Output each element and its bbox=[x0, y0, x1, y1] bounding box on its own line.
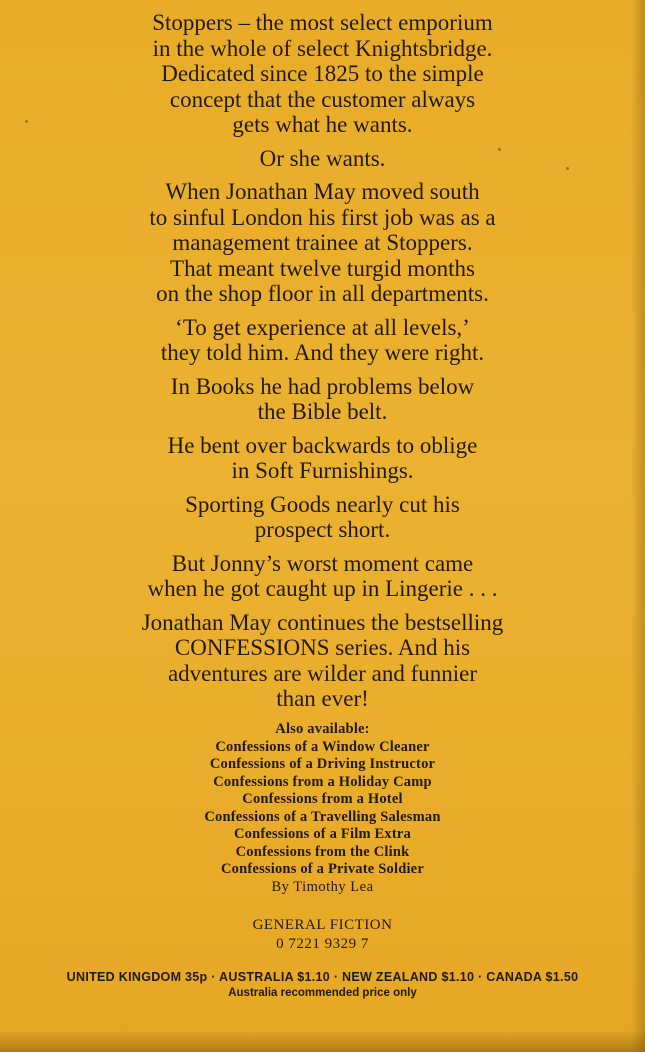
blurb-text bbox=[0, 10, 645, 720]
blurb-line: concept that the customer always bbox=[169, 86, 476, 112]
blurb-paragraph bbox=[0, 551, 645, 602]
blurb-line: Stoppers – the most select emporium bbox=[152, 10, 493, 35]
blurb-line: In Books he had problems below bbox=[170, 373, 475, 399]
also-available-title: Confessions of a Driving Instructor bbox=[209, 756, 436, 772]
blurb-paragraph bbox=[0, 10, 645, 138]
price-list: UNITED KINGDOM 35p · AUSTRALIA $1.10 · NEW ZEALAND $1.10 · CANADA $1.50 bbox=[66, 970, 579, 984]
blurb-line: they told him. And they were right. bbox=[160, 340, 485, 365]
blurb-line: ‘To get experience at all levels,’ bbox=[175, 314, 470, 340]
blurb-line: That meant twelve turgid months bbox=[170, 255, 475, 281]
blurb-line: to sinful London his first job was as a bbox=[149, 204, 496, 230]
blurb-paragraph bbox=[0, 610, 645, 712]
cover-edge-shadow-bottom bbox=[0, 1030, 645, 1052]
blurb-line: management trainee at Stoppers. bbox=[172, 230, 473, 255]
also-available-heading: Also available: bbox=[275, 721, 370, 737]
blurb-line: Sporting Goods nearly cut his bbox=[185, 491, 460, 517]
also-available-title: Confessions of a Private Soldier bbox=[221, 861, 424, 877]
blurb-line: But Jonny’s worst moment came bbox=[171, 550, 474, 576]
blurb-line: in Soft Furnishings. bbox=[231, 458, 414, 483]
blurb-paragraph bbox=[0, 315, 645, 366]
price-note: Australia recommended price only bbox=[228, 987, 417, 999]
blurb-line: the Bible belt. bbox=[257, 399, 388, 424]
blurb-paragraph bbox=[0, 179, 645, 307]
blurb-line: Jonathan May continues the bestselling bbox=[141, 609, 504, 635]
blurb-line: than ever! bbox=[276, 686, 369, 711]
blurb-line: in the whole of select Knightsbridge. bbox=[152, 35, 493, 61]
also-available-title: Confessions of a Window Cleaner bbox=[215, 738, 430, 755]
blurb-line: He bent over backwards to oblige bbox=[167, 432, 478, 458]
blurb-paragraph bbox=[0, 146, 645, 172]
publishing-info bbox=[0, 916, 645, 954]
also-available-list bbox=[0, 721, 645, 896]
series-author: By Timothy Lea bbox=[271, 878, 374, 895]
isbn-number: 0 7221 9329 7 bbox=[276, 936, 369, 952]
also-available-title: Confessions from the Clink bbox=[235, 843, 410, 860]
blurb-line: When Jonathan May moved south bbox=[165, 179, 480, 204]
also-available-title: Confessions of a Travelling Salesman bbox=[204, 808, 441, 825]
blurb-paragraph bbox=[0, 492, 645, 543]
blurb-line: CONFESSIONS series. And his bbox=[174, 635, 471, 660]
blurb-paragraph bbox=[0, 374, 645, 425]
blurb-line: gets what he wants. bbox=[232, 112, 413, 137]
also-available-title: Confessions from a Hotel bbox=[242, 791, 403, 807]
blurb-line: on the shop floor in all departments. bbox=[156, 281, 489, 306]
blurb-line: when he got caught up in Lingerie . . . bbox=[147, 576, 498, 601]
also-available-title: Confessions from a Holiday Camp bbox=[213, 773, 432, 790]
blurb-line: prospect short. bbox=[254, 517, 391, 542]
blurb-line: adventures are wilder and funnier bbox=[167, 660, 478, 686]
also-available-title: Confessions of a Film Extra bbox=[234, 826, 411, 842]
blurb-line: Or she wants. bbox=[259, 145, 386, 171]
blurb-line: Dedicated since 1825 to the simple bbox=[161, 61, 484, 86]
price-block bbox=[0, 970, 645, 999]
blurb-paragraph bbox=[0, 433, 645, 484]
genre-category: GENERAL FICTION bbox=[252, 917, 393, 933]
